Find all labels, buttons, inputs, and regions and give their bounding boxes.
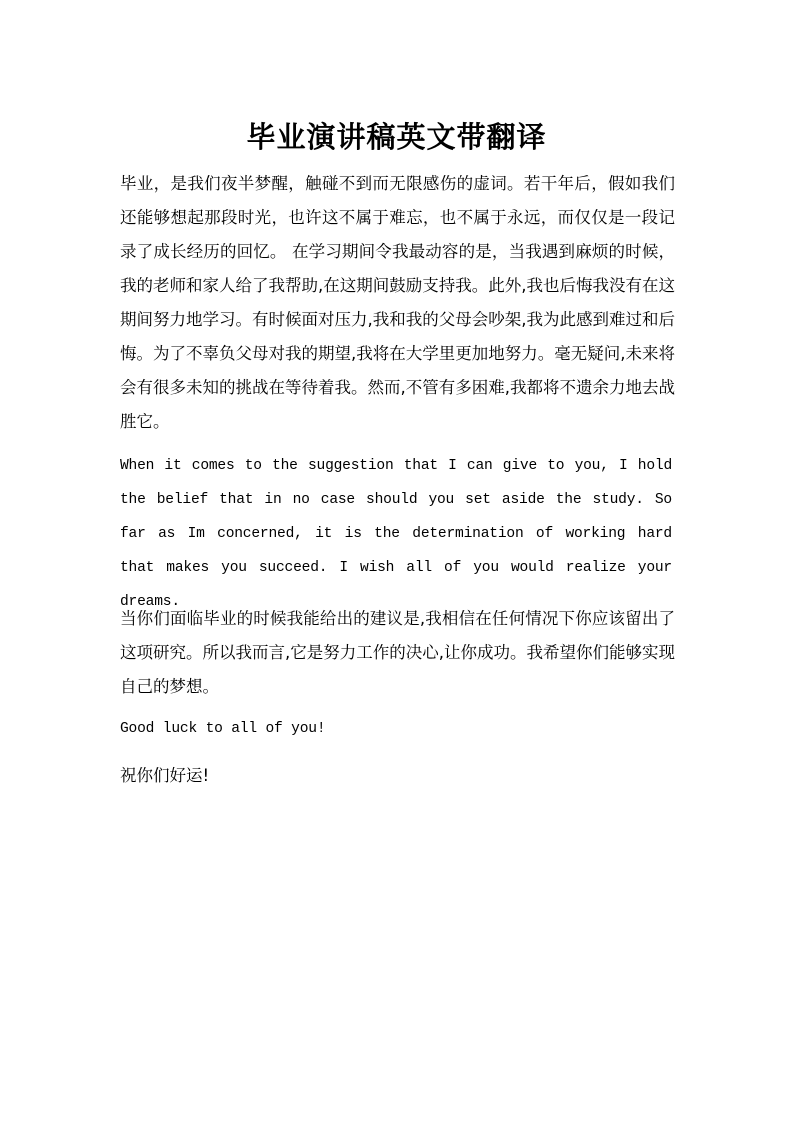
paragraph-chinese-good-luck: 祝你们好运! <box>120 766 210 785</box>
paragraph-english-advice: When it comes to the suggestion that I can give to you, I hold the belief that in no case should you set aside the study. So far as Im concerned, it is the determination of working hard that makes you succeed. I wish all of you would realize your dreams. <box>120 458 672 610</box>
document-title: 毕业演讲稿英文带翻译 <box>246 120 547 155</box>
paragraph-chinese-advice: 当你们面临毕业的时候我能给出的建议是,我相信在任何情况下你应该留出了这项研究。所以我而言,它是努力工作的决心,让你成功。我希望你们能够实现自己的梦想。 <box>120 609 675 696</box>
paragraph-chinese-intro: 毕业，是我们夜半梦醒，触碰不到而无限感伤的虚词。若干年后，假如我们还能够想起那段时光，也许这不属于难忘，也不属于永远，而仅仅是一段记录了成长经历的回忆。 在学习期间令我最动容的是，当我遇到麻烦的时候，我的老师和家人给了我帮助,在这期间鼓励支持我。此外,我也后悔我没有在这期间努力地学习。有时候面对压力,我和我的父母会吵架,我为此感到难过和后悔。为了不辜负父母对我的期望,我将在大学里更加地努力。毫无疑问,未来将会有很多未知的挑战在等待着我。然而,不管有多困难,我都将不遗余力地去战胜它。 <box>120 174 675 431</box>
paragraph-english-good-luck: Good luck to all of you! <box>120 721 326 737</box>
